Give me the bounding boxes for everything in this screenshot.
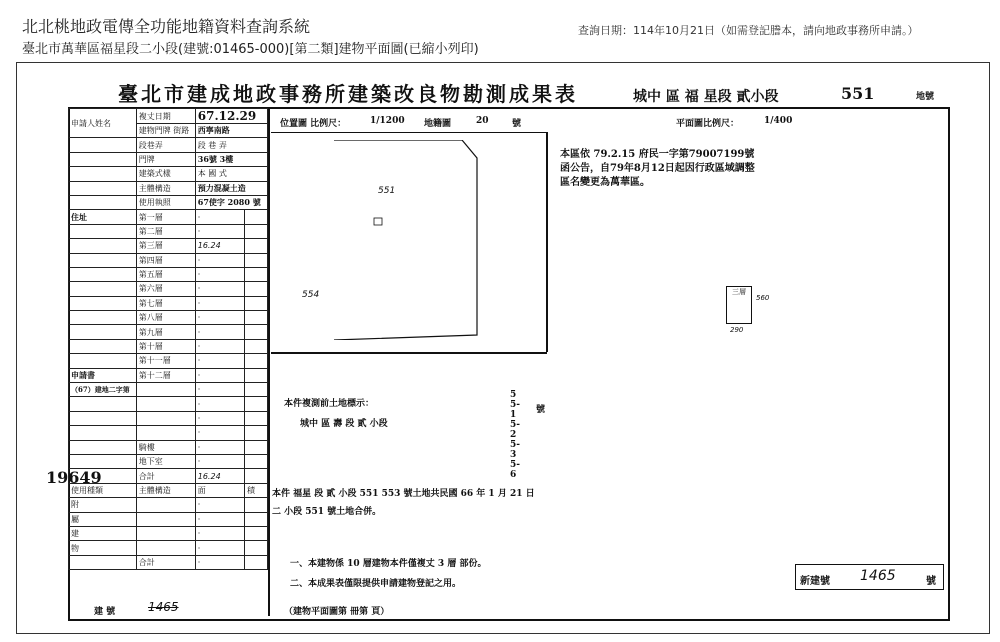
floor-label: 第四層	[136, 253, 195, 267]
old-lot: 5-3	[510, 440, 520, 460]
system-title: 北北桃地政電傳全功能地籍資料查詢系統	[22, 17, 311, 36]
row-label: 使用執照	[136, 195, 195, 209]
application-label: 申請書	[69, 368, 137, 382]
row-value: 67使字 2080 號	[195, 195, 267, 209]
query-info: 查詢日期：114年10月21日（如需登記謄本，請向地政事務所申請。）	[578, 24, 919, 37]
old-lot: 5-1	[510, 400, 520, 420]
row-value: 本 國 式	[195, 167, 267, 181]
land-number: 551	[841, 84, 875, 103]
anc-header: 面	[195, 483, 244, 497]
old-lot-tail: 號	[536, 405, 546, 415]
old-number-district: 城中 區 壽 段 貳 小段	[300, 419, 388, 429]
lot-boundary	[334, 140, 477, 340]
floor-label: 第七層	[136, 296, 195, 310]
lot-label-551: 551	[378, 186, 396, 196]
building-marker	[374, 218, 382, 225]
footer-label: 建 號	[94, 607, 116, 617]
note-1: 一、本建物係 10 層建物本件僅複丈 3 層 部份。	[290, 559, 487, 569]
new-building-value: 1465	[860, 568, 896, 584]
row-label: 建築式樣	[136, 167, 195, 181]
row-value: 西寧南路	[195, 124, 267, 138]
plan-scale-label: 平面圖比例尺：	[676, 119, 740, 129]
combination-line: 本件 福星 段 貳 小段 551 553 號土地共民國 66 年 1 月 21 日	[272, 489, 535, 499]
dim-label: 290	[730, 326, 744, 334]
old-lot: 5-6	[510, 460, 520, 480]
map-sheet-unit: 號	[512, 119, 522, 129]
row-label: 段巷弄	[136, 138, 195, 152]
row-value: 預力混凝土造	[195, 181, 267, 195]
floor-area: 16.24	[195, 239, 244, 253]
location: 城中 區 福 星段 貳小段	[633, 89, 779, 105]
combination-line-2: 二 小段 551 號土地合併。	[272, 507, 382, 517]
floor-label: 第十層	[136, 339, 195, 353]
floor-label: 第八層	[136, 311, 195, 325]
map-sheet-value: 20	[476, 116, 489, 126]
document-subtitle: 臺北市萬華區福星段二小段(建號:01465-000)[第二類]建物平面圖(已縮小列印)	[22, 42, 479, 57]
map-sheet-label: 地籍圖	[424, 119, 452, 129]
date-value: 67.12.29	[195, 109, 267, 124]
address-label: 住址	[69, 210, 137, 224]
floor-label: 第九層	[136, 325, 195, 339]
row-label: 建物門牌 街路	[136, 124, 195, 138]
new-building-unit: 號	[926, 576, 936, 587]
old-lot: 5	[510, 390, 517, 400]
floor-plan-label: 三層	[732, 288, 746, 296]
lower-row: 合計	[136, 469, 195, 483]
district-note: 本區依 79.2.15 府民一字第79007199號函公告，自79年8月12日起因行政區域調整區名變更為萬華區。	[560, 149, 755, 188]
footer-value: 1465	[148, 600, 179, 614]
floor-label: 第十二層	[136, 368, 195, 382]
building-info-table: 申請人姓名 複丈日期 67.12.29 建物門牌 街路 西寧南路 段巷弄 段 巷 弄 門牌 36號 3樓 建築式樣 本 國 式 主體構造 預力混凝土造 使用執照 67使字 2080 號 住址 第一層 · 第二層 · 第三層 16.24 第四層 · 第五層 · 第六層 · 第七層 · 第八層 · 第九層 · 第十層 · 第十一層 · 申請書 第十二層 · （67）建地二字第 · · · · 騎樓 · 地下室 · 合計 16.24 使用種類 主體構造 面 積 附 · 屬 · 建 · 物 · 合計 ·	[68, 108, 268, 570]
lower-row: 地下室	[136, 454, 195, 468]
divider	[268, 108, 270, 616]
anc-side: 附	[69, 498, 137, 512]
dim-label: 560	[756, 294, 770, 302]
row-value: 段 巷 弄	[195, 138, 267, 152]
document-title: 臺北市建成地政事務所建築改良物勘測成果表	[118, 82, 578, 106]
lot-plot	[332, 140, 482, 340]
floor-label: 第二層	[136, 224, 195, 238]
floor-label: 第五層	[136, 267, 195, 281]
lower-row: 騎樓	[136, 440, 195, 454]
application-number: 19649	[46, 468, 102, 487]
old-lots	[510, 390, 526, 480]
date-label: 複丈日期	[136, 109, 195, 124]
floor-label: 第十一層	[136, 354, 195, 368]
total-area: 16.24	[195, 469, 244, 483]
anc-total: 合計	[136, 555, 195, 569]
row-value: 36號 3樓	[195, 152, 267, 166]
note-2: 二、本成果表僅限提供申請建物登記之用。	[290, 579, 462, 589]
position-map-label: 位置圖 比例尺：	[280, 119, 347, 129]
anc-header: 使用種類	[69, 483, 137, 497]
applicant-label: 申請人姓名	[69, 109, 137, 138]
row-label: 主體構造	[136, 181, 195, 195]
floor-label: 第一層	[136, 210, 195, 224]
plan-scale: 1/400	[764, 116, 793, 126]
anc-side: 物	[69, 541, 137, 555]
anc-header: 積	[245, 483, 268, 497]
new-building-label: 新建號	[800, 576, 830, 587]
old-lot: 5-2	[510, 420, 520, 440]
anc-side: 建	[69, 526, 137, 540]
application-no: （67）建地二字第	[69, 383, 137, 397]
floor-label: 第三層	[136, 239, 195, 253]
floor-label: 第六層	[136, 282, 195, 296]
footer-plan: （建物平面圖第 冊第 頁）	[284, 607, 390, 617]
old-number-label: 本件複測前土地標示：	[284, 399, 375, 409]
anc-header: 主體構造	[136, 483, 195, 497]
land-suffix: 地號	[916, 92, 935, 102]
floor-plan	[726, 286, 752, 324]
position-scale: 1/1200	[370, 116, 405, 126]
anc-side: 屬	[69, 512, 137, 526]
lot-label-554: 554	[302, 290, 320, 300]
